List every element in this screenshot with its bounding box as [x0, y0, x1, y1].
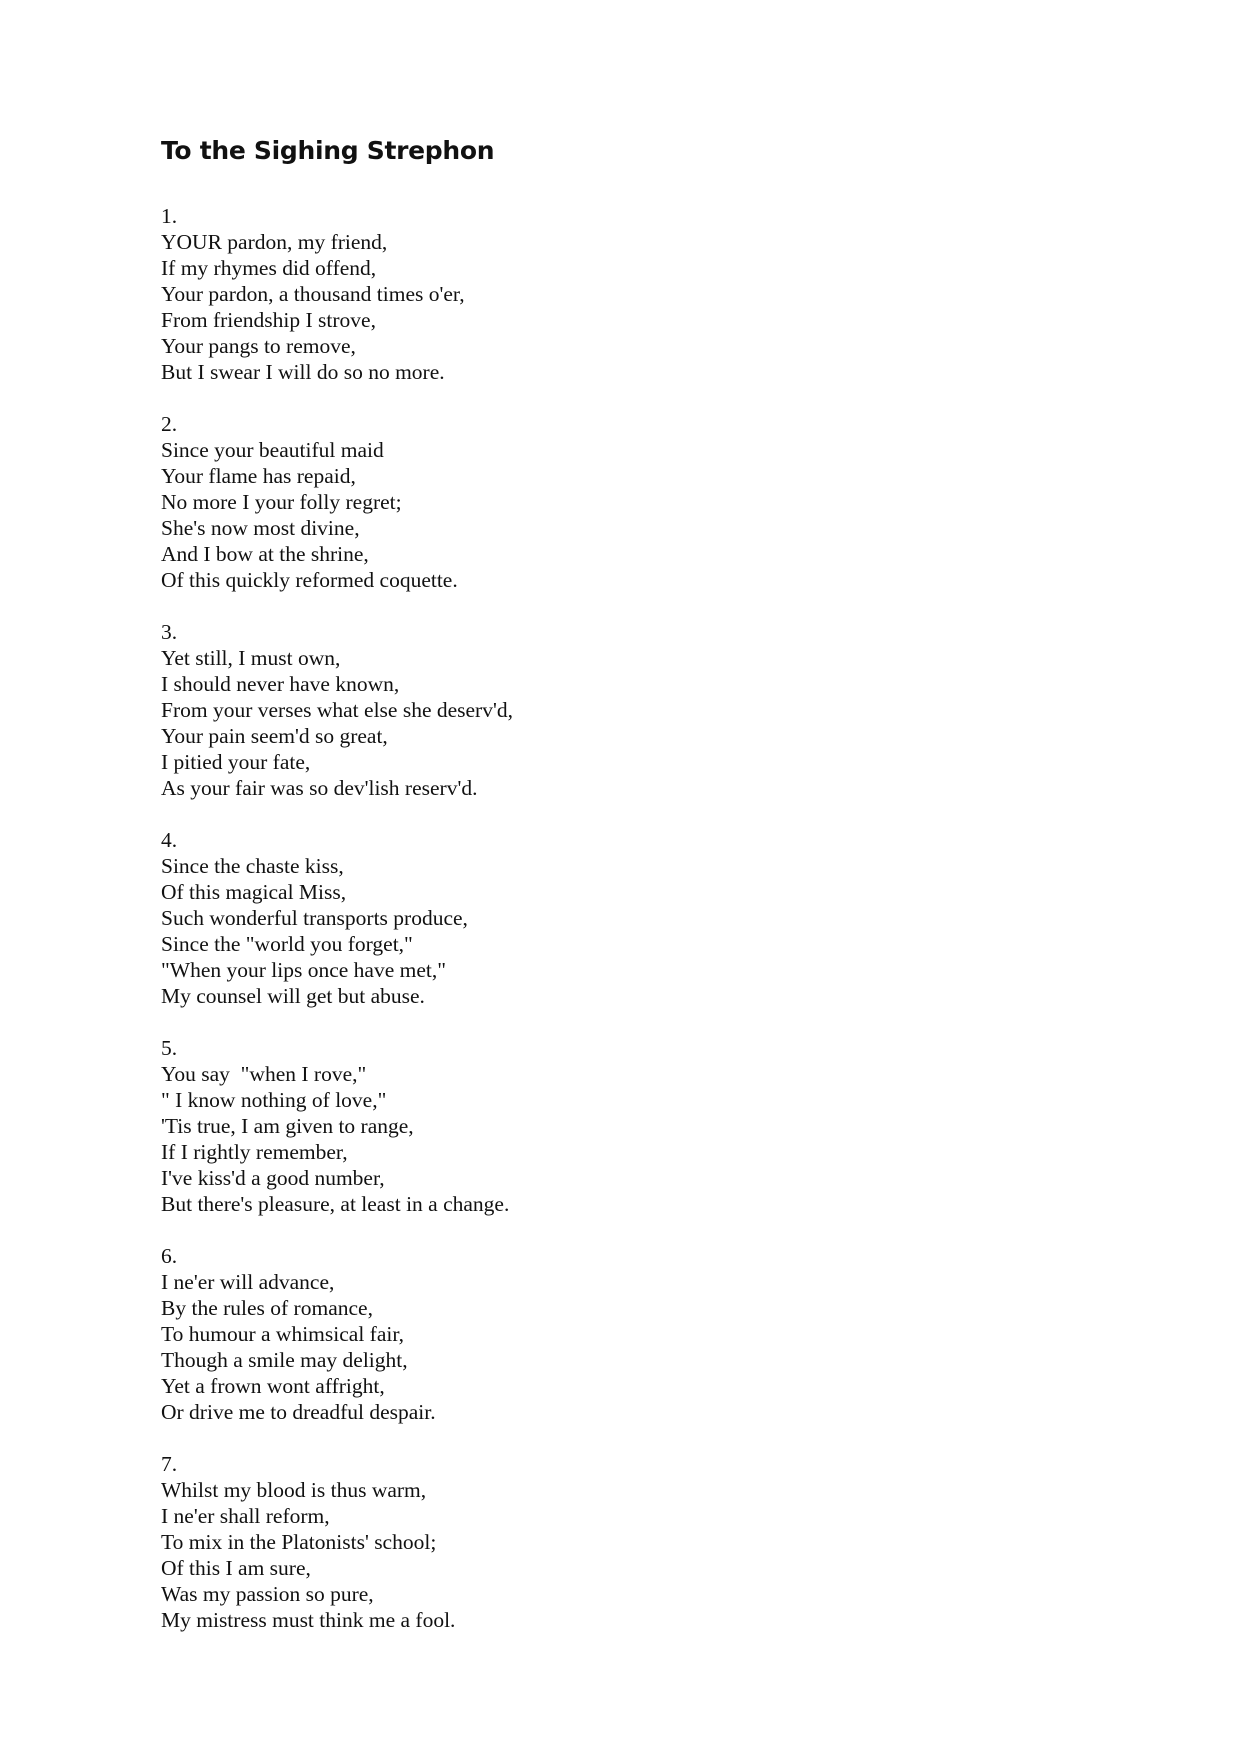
poem-line: My mistress must think me a fool. [161, 1608, 456, 1632]
poem-line: Yet a frown wont affright, [161, 1374, 385, 1398]
poem-line: You say "when I rove," [161, 1062, 367, 1086]
poem-line: To mix in the Platonists' school; [161, 1530, 437, 1554]
poem-line: She's now most divine, [161, 516, 360, 540]
poem-line: Since the chaste kiss, [161, 854, 344, 878]
poem-line: Or drive me to dreadful despair. [161, 1400, 436, 1424]
poem-line: I ne'er will advance, [161, 1270, 335, 1294]
poem-line: By the rules of romance, [161, 1296, 373, 1320]
poem-line: But there's pleasure, at least in a change. [161, 1192, 510, 1216]
stanza-5 [161, 1035, 1161, 1217]
stanza-number: 7. [161, 1452, 178, 1476]
stanza-number: 2. [161, 412, 178, 436]
stanza-1 [161, 203, 1161, 385]
poem-line: Of this magical Miss, [161, 880, 347, 904]
poem-line: Such wonderful transports produce, [161, 906, 468, 930]
poem-line: I should never have known, [161, 672, 400, 696]
stanza-6 [161, 1243, 1161, 1425]
poem-line: From your verses what else she deserv'd, [161, 698, 513, 722]
stanza-number: 4. [161, 828, 178, 852]
poem-line: Of this quickly reformed coquette. [161, 568, 458, 592]
poem-line: Your flame has repaid, [161, 464, 356, 488]
poem-line: Since the "world you forget," [161, 932, 413, 956]
poem-line: YOUR pardon, my friend, [161, 230, 388, 254]
stanza-7 [161, 1451, 1161, 1633]
poem-line: And I bow at the shrine, [161, 542, 369, 566]
poem-line: Since your beautiful maid [161, 438, 384, 462]
stanza-number: 5. [161, 1036, 178, 1060]
stanza-4 [161, 827, 1161, 1009]
stanza-number: 3. [161, 620, 178, 644]
poem-line: "When your lips once have met," [161, 958, 447, 982]
poem-line: Was my passion so pure, [161, 1582, 374, 1606]
poem-line: I've kiss'd a good number, [161, 1166, 385, 1190]
stanza-2 [161, 411, 1161, 593]
poem-line: Of this I am sure, [161, 1556, 311, 1580]
poem-line: Yet still, I must own, [161, 646, 341, 670]
stanza-3 [161, 619, 1161, 801]
document-page [161, 133, 1161, 1659]
poem-line: Though a smile may delight, [161, 1348, 408, 1372]
poem-line: 'Tis true, I am given to range, [161, 1114, 414, 1138]
poem-line: My counsel will get but abuse. [161, 984, 425, 1008]
poem-line: Whilst my blood is thus warm, [161, 1478, 427, 1502]
poem-line: " I know nothing of love," [161, 1088, 387, 1112]
poem-line: Your pardon, a thousand times o'er, [161, 282, 465, 306]
poem-title: To the Sighing Strephon [161, 136, 495, 165]
poem-line: But I swear I will do so no more. [161, 360, 445, 384]
stanza-number: 6. [161, 1244, 178, 1268]
poem-line: I pitied your fate, [161, 750, 311, 774]
poem-line: As your fair was so dev'lish reserv'd. [161, 776, 478, 800]
poem-line: To humour a whimsical fair, [161, 1322, 405, 1346]
poem-line: If my rhymes did offend, [161, 256, 377, 280]
poem-line: Your pain seem'd so great, [161, 724, 388, 748]
poem-line: If I rightly remember, [161, 1140, 348, 1164]
poem-line: I ne'er shall reform, [161, 1504, 330, 1528]
poem-line: No more I your folly regret; [161, 490, 402, 514]
poem-line: From friendship I strove, [161, 308, 376, 332]
poem-line: Your pangs to remove, [161, 334, 356, 358]
stanza-number: 1. [161, 204, 178, 228]
